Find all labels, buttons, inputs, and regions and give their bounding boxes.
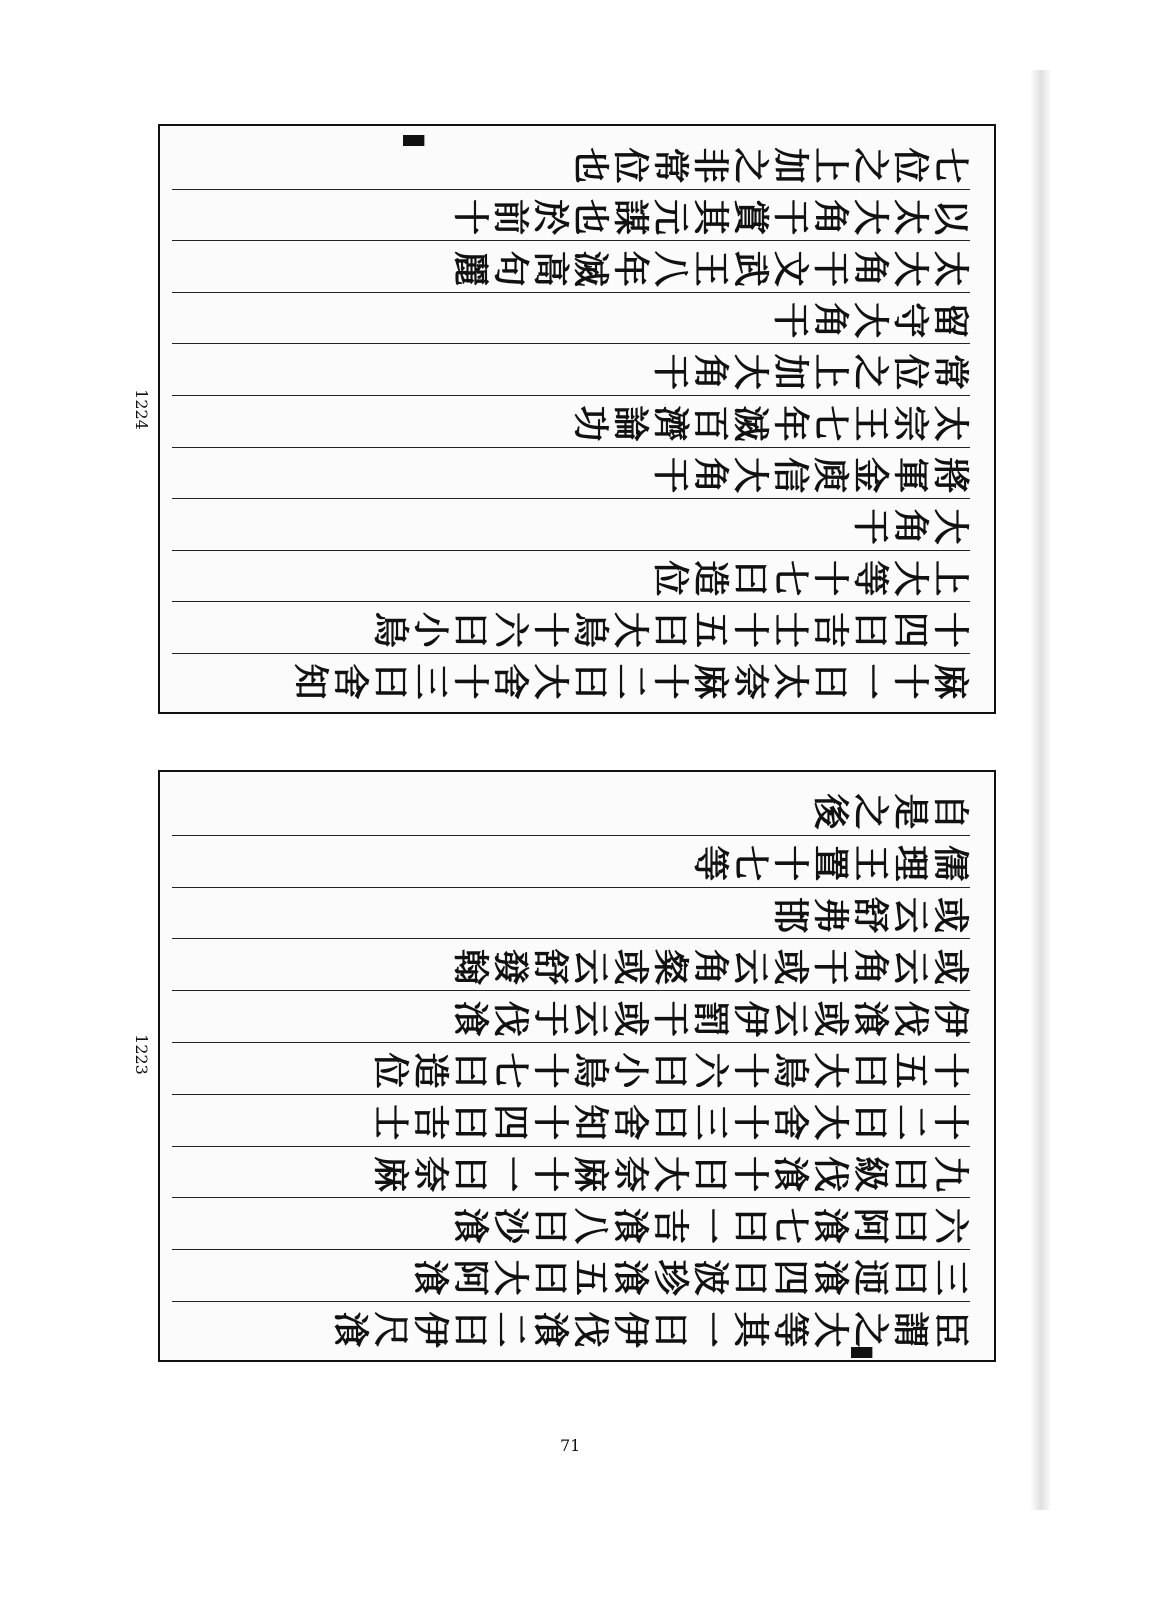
text-columns-top bbox=[172, 138, 970, 704]
bottom-text-column: 十五曰大烏十六曰小烏十七曰造位 bbox=[172, 1042, 970, 1093]
top-text-column: 七位之上加之非常位也 bbox=[570, 142, 970, 184]
top-text-column: 太大角干文武王八年滅高句麗 bbox=[172, 240, 970, 291]
scanned-page-bottom bbox=[158, 770, 996, 1362]
scanned-page-top bbox=[158, 124, 996, 714]
top-text-column: 留守大角干 bbox=[172, 292, 970, 343]
bottom-text-column: 儒理王置十七等 bbox=[172, 835, 970, 886]
bottom-text-column: 或云舒弗邯 bbox=[172, 887, 970, 938]
top-text-column: 十四曰吉士十五曰大烏十六曰小烏 bbox=[172, 601, 970, 652]
bottom-text-column: 伊伐湌或云伊罰干或云于伐湌 bbox=[172, 990, 970, 1041]
top-text-column: 太宗王七年滅百濟論功 bbox=[172, 395, 970, 446]
bottom-text-column: 自是之後 bbox=[810, 788, 970, 830]
page-text-block-bottom bbox=[160, 772, 998, 1364]
top-text-column: 上大等十七曰造位 bbox=[172, 550, 970, 601]
bottom-text-column: 臣謂之大等其一曰伊伐湌二曰伊尺湌 bbox=[172, 1301, 970, 1352]
bottom-text-column: 九曰級伐湌十曰大奈麻十一曰奈麻 bbox=[172, 1146, 970, 1197]
page-text-block-top bbox=[160, 126, 998, 716]
top-text-column: 大角干 bbox=[172, 498, 970, 549]
folio-number-top: 1224 bbox=[131, 389, 151, 430]
bottom-text-column: 三曰迊湌四曰波珍湌五曰大阿湌 bbox=[172, 1249, 970, 1300]
fishtail-mark-bottom: ▐▌ bbox=[850, 1341, 872, 1364]
top-text-column: 麻十一曰太奈麻十二曰大舍十三曰舍知 bbox=[172, 653, 970, 704]
top-text-column: 常位之上加大角干 bbox=[172, 343, 970, 394]
top-text-column: 將軍金庾信大角干 bbox=[172, 447, 970, 498]
bottom-text-column: 六曰阿湌七曰一吉湌八曰沙湌 bbox=[172, 1197, 970, 1248]
page-number: 71 bbox=[560, 1436, 581, 1455]
folio-number-bottom: 1223 bbox=[131, 1034, 151, 1075]
fishtail-mark-top: ▐▌ bbox=[402, 129, 424, 152]
bottom-text-column: 或云角干或云角粲或云舒發翰 bbox=[172, 938, 970, 989]
scan-binding-shadow bbox=[1030, 70, 1052, 1510]
text-columns-bottom bbox=[172, 784, 970, 1352]
top-text-column: 以太大角干賞其元謀也於前十 bbox=[172, 189, 970, 240]
bottom-text-column: 十二曰大舍十三曰舍知十四曰吉士 bbox=[172, 1094, 970, 1145]
